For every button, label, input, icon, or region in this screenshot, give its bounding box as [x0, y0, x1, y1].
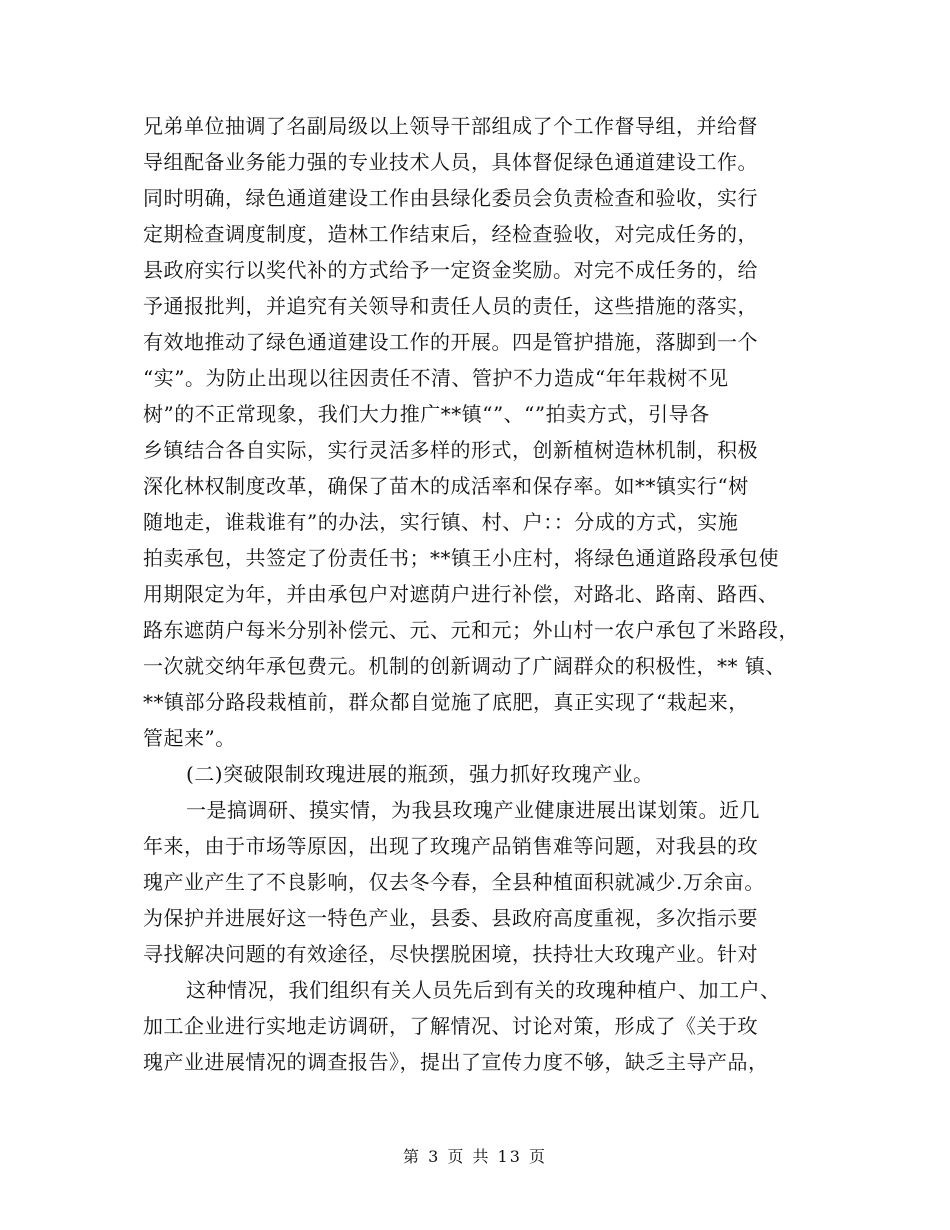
text-line: 树”的不正常现象，我们大力推广**镇“”、“”拍卖方式，引导各: [143, 402, 710, 426]
text-line: 寻找解决问题的有效途径，尽快摆脱困境，扶持壮大玫瑰产业。针对: [143, 942, 758, 966]
text-line: 年来，由于市场等原因，出现了玫瑰产品销售难等问题，对我县的玫: [143, 834, 758, 858]
text-line: 加工企业进行实地走访调研，了解情况、讨论对策，形成了《关于玫: [143, 1014, 758, 1038]
page-indicator: 第 3 页 共 13 页: [403, 1147, 547, 1166]
text-line: 管起来”。: [143, 726, 236, 750]
text-line: 用期限定为年，并由承包户对遮荫户进行补偿，对路北、路南、路西、: [143, 582, 779, 606]
text-line: 随地走，谁栽谁有”的办法，实行镇、村、户：：分成的方式，实施: [143, 510, 739, 534]
text-line: 有效地推动了绿色通道建设工作的开展。四是管护措施，落脚到一个: [143, 330, 758, 354]
text-line: 一次就交纳年承包费元。机制的创新调动了广阔群众的积极性，** 镇、: [143, 654, 786, 678]
text-line: 兄弟单位抽调了名副局级以上领导干部组成了个工作督导组，并给督: [143, 114, 758, 138]
text-line: 予通报批判，并追究有关领导和责任人员的责任，这些措施的落实，: [143, 294, 758, 318]
text-line: 定期检查调度制度，造林工作结束后，经检查验收，对完成任务的，: [143, 222, 758, 246]
text-line: “实”。为防止出现以往因责任不清、管护不力造成“年年栽树不见: [143, 366, 729, 390]
text-line: 深化林权制度改革，确保了苗木的成活率和保存率。如**镇实行“树: [143, 474, 749, 498]
text-line: 瑰产业产生了不良影响，仅去冬今春，全县种植面积就减少.万余亩。: [143, 870, 765, 894]
text-line: 拍卖承包，共签定了份责任书；**镇王小庄村，将绿色通道路段承包使: [143, 546, 779, 570]
text-line: 瑰产业进展情况的调查报告》，提出了宣传力度不够，缺乏主导产品，: [143, 1050, 769, 1074]
text-line: 这种情况，我们组织有关人员先后到有关的玫瑰种植户、加工户、: [186, 978, 781, 1002]
text-line: 路东遮荫户每米分别补偿元、元、元和元；外山村一农户承包了米路段，: [143, 618, 799, 642]
text-line: 为保护并进展好这一特色产业，县委、县政府高度重视，多次指示要: [143, 906, 758, 930]
text-line: 一是搞调研、摸实情，为我县玫瑰产业健康进展出谋划策。近几: [186, 798, 760, 822]
text-line: 同时明确，绿色通道建设工作由县绿化委员会负责检查和验收，实行: [143, 186, 758, 210]
text-line: 乡镇结合各自实际，实行灵活多样的形式，创新植树造林机制，积极: [143, 438, 758, 462]
text-line: **镇部分路段栽植前，群众都自觉施了底肥，真正实现了“栽起来，: [143, 690, 749, 714]
text-line: 县政府实行以奖代补的方式给予一定资金奖励。对完不成任务的，给: [143, 258, 758, 282]
text-line: 导组配备业务能力强的专业技术人员，具体督促绿色通道建设工作。: [143, 150, 758, 174]
section-heading: (二)突破限制玫瑰进展的瓶颈，强力抓好玫瑰产业。: [186, 762, 654, 786]
